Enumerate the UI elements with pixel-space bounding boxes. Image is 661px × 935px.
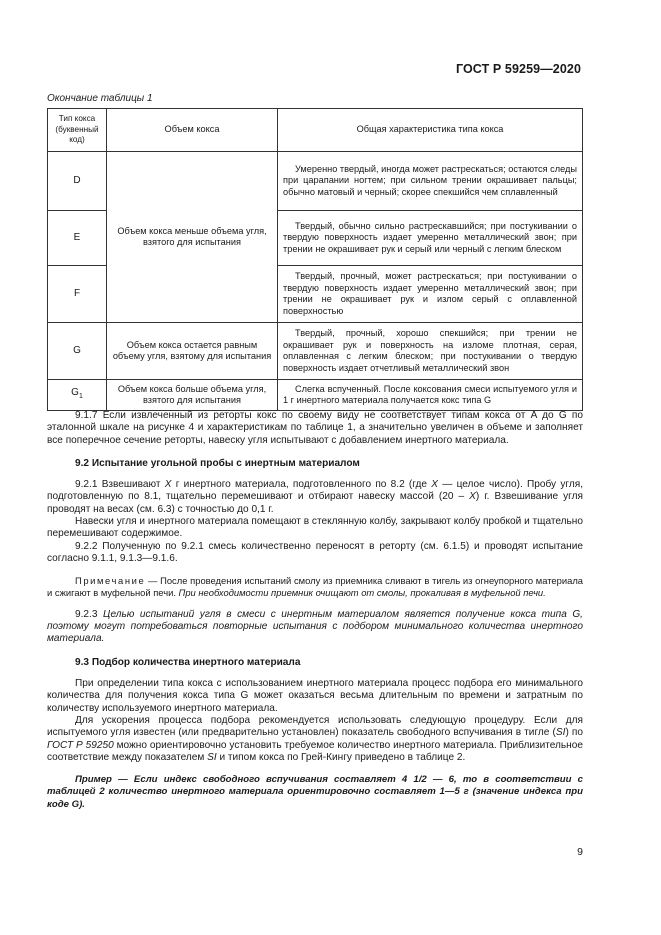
section-heading-9-2: 9.2 Испытание угольной пробы с инертным материалом xyxy=(75,457,360,469)
text-run: — целое число). Пробу угля, подготовленную по 8.1, тщательно перемешивают и отбирают навеску массой (20 – xyxy=(47,479,584,503)
cell-characteristic: Твердый, обычно сильно растрескавшийся; при постукивании о твердую поверхность издает умеренно металлический звон; при трении не окрашивает рук и серый или черный с легким блеском xyxy=(278,211,583,266)
cell-type: G xyxy=(48,323,107,380)
note-label: Примечание xyxy=(75,575,146,587)
body-text xyxy=(47,410,583,811)
cell-type: E xyxy=(48,211,107,266)
variable-x: X xyxy=(431,479,439,491)
cell-volume: Объем кокса больше объема угля, взятого для испытания xyxy=(107,380,278,411)
table-row xyxy=(48,152,583,211)
gost-reference: ГОСТ Р 59250 xyxy=(47,739,114,751)
text-run: и типом кокса по Грей-Кингу приведено в таблице 2. xyxy=(216,751,466,763)
paragraph-9-2-1 xyxy=(47,479,583,516)
cell-characteristic: Слегка вспученный. После коксования смеси испытуемого угля и 1 г инертного материала получается кокс типа G xyxy=(278,380,583,411)
text-run: можно ориентировочно установить требуемое количество инертного материала. Приблизительное соответствие между показателем xyxy=(47,739,583,763)
variable-x: X xyxy=(469,491,476,503)
paragraph-9-3-1: При определении типа кокса с использованием инертного материала процесс подбора его минимального количества для получения кокса типа G может оказаться весьма длительным по времени и затратным по количеству используемого инертного материала. xyxy=(47,678,583,714)
paragraph-9-1-7: 9.1.7 Если извлеченный из реторты кокс по своему виду не соответствует типам кокса от A до G по эталонной шкале на рисунке 4 и характеристикам по таблице 1, а значительно увеличен в объеме и заполняет все поперечное сечение реторты, навеску угля испытывают с добавлением инертного материала. xyxy=(47,410,583,446)
table-header-row xyxy=(48,109,583,152)
col-header-volume: Объем кокса xyxy=(107,109,278,152)
variable-x: X xyxy=(164,479,172,491)
text-run: При необходимости приемник очищают от смолы, прокаливая в муфельной печи. xyxy=(178,587,546,599)
text-run: г инертного материала, подготовленного по 8.2 (где xyxy=(171,479,432,491)
cell-characteristic: Умеренно твердый, иногда может растрескаться; остаются следы при царапании ногтем; при сильном трении окрашивает пальцы; обычно матовый и черный; скорее спекшийся чем сплавленный xyxy=(278,152,583,211)
type-subscript: 1 xyxy=(78,393,83,401)
cell-volume-merged: Объем кокса меньше объема угля, взятого для испытания xyxy=(107,152,278,323)
cell-characteristic: Твердый, прочный, хорошо спекшийся; при трении не окрашивает рук и поверхность на изломе плотная, серая, оплавленная с легким блеском; при постукивании о твердую поверхность издает отчетливый металлический звон xyxy=(278,323,583,380)
cell-volume: Объем кокса остается равным объему угля, взятому для испытания xyxy=(107,323,278,380)
paragraph-9-2-2: 9.2.2 Полученную по 9.2.1 смесь количественно переносят в реторту (см. 6.1.5) и проводят испытание согласно 9.1.1, 9.1.3—9.1.6. xyxy=(47,540,583,564)
text-run: ) г. Взвешивание угля проводят на весах (см. 6.3) с точностью до 0,1 г. xyxy=(47,491,583,515)
example: Пример — Если индекс свободного вспучивания составляет 4 1/2 — 6, то в соответствии с таблицей 2 количество инертного материала ориентировочно составляет 1—5 г (значение индекса при коде G). xyxy=(47,774,583,810)
section-heading-9-3: 9.3 Подбор количества инертного материала xyxy=(75,656,301,668)
index-si: SI xyxy=(555,727,566,739)
text-run: — После проведения испытаний смолу из приемника сливают в тигель из огнеупорного материала и сжигают в муфельной печи. xyxy=(47,575,583,599)
text-run: Для ускорения процесса подбора рекомендуется использовать следующую процедуру. Если для испытуемого угля известен (или предварительно установлен) показатель свободного вспучивания в тигле ( xyxy=(47,714,583,739)
index-si: SI xyxy=(207,751,217,763)
table-caption: Окончание таблицы 1 xyxy=(47,93,153,104)
text-run: ) по xyxy=(565,727,583,739)
cell-type: F xyxy=(48,266,107,323)
table-row xyxy=(48,323,583,380)
cell-characteristic: Твердый, прочный, может растрескаться; при постукивании о твердую поверхность издает умеренно металлический звон; при трении не окрашивает рук и излом серый с оплавленной поверхностью xyxy=(278,266,583,323)
paragraph-9-2-3 xyxy=(47,609,583,646)
coke-type-table xyxy=(47,108,583,411)
col-header-type: Тип кокса (буквенный код) xyxy=(48,109,107,152)
page-number: 9 xyxy=(577,846,583,858)
col-header-characteristic: Общая характеристика типа кокса xyxy=(278,109,583,152)
paragraph-9-2-1-cont: Навески угля и инертного материала помещают в стеклянную колбу, закрывают колбу пробкой и тщательно перемешивают содержимое. xyxy=(47,516,583,540)
standard-header: ГОСТ Р 59259—2020 xyxy=(455,62,581,76)
cell-type xyxy=(48,380,107,411)
paragraph-9-3-2 xyxy=(47,715,583,764)
note xyxy=(47,575,583,599)
text-run: 9.2.1 Взвешивают xyxy=(75,479,165,491)
cell-type: D xyxy=(48,152,107,211)
table-row xyxy=(48,380,583,411)
text-run: Целью испытаний угля в смеси с инертным материалом является получение кокса типа G, поэтому могут потребоваться повторные испытания с подбором минимального количества инертного материала. xyxy=(47,608,583,645)
text-run: 9.2.3 xyxy=(75,608,103,620)
type-letter: G xyxy=(71,387,79,399)
